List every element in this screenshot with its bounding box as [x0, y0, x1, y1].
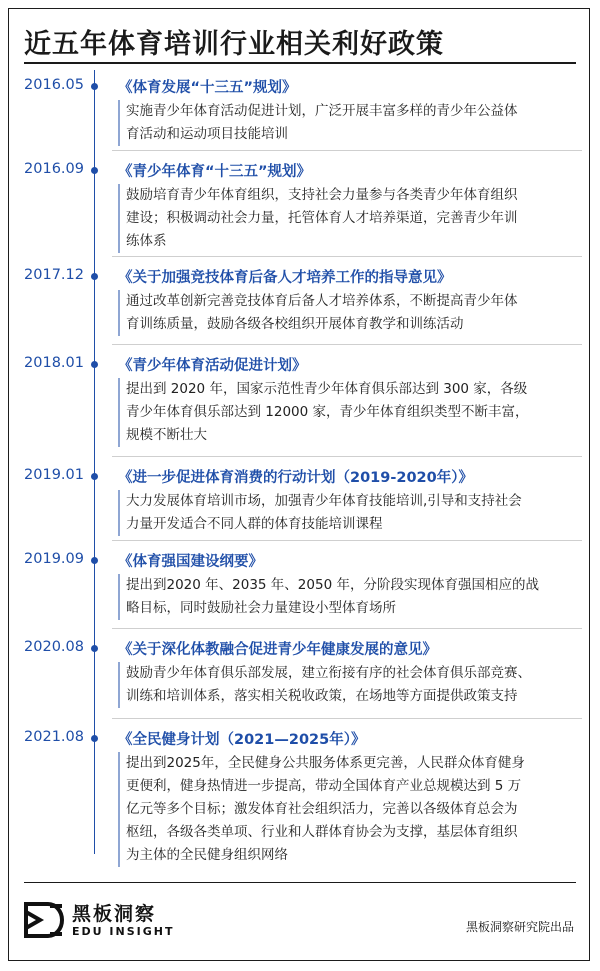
description-line: 提出到2025年，全民健身公共服务体系更完善，人民群众体育健身: [126, 755, 525, 771]
timeline-dot: [91, 735, 98, 742]
source-credit: 黑板洞察研究院出品: [465, 920, 574, 934]
footer-divider: [24, 882, 576, 883]
timeline-dot: [91, 167, 98, 174]
brand-name-en: EDU INSIGHT: [72, 925, 175, 938]
entry-separator: [112, 456, 582, 457]
description-line: 通过改革创新完善竞技体育后备人才培养体系，不断提高青少年体: [126, 293, 518, 309]
timeline-dot: [91, 645, 98, 652]
entry-date: 2019.01: [24, 467, 84, 483]
entry-separator: [112, 256, 582, 257]
description-line: 练体系: [126, 233, 167, 249]
description-line: 为主体的全民健身组织网络: [126, 847, 288, 863]
description-line: 实施青少年体育活动促进计划，广泛开展丰富多样的青少年公益体: [126, 103, 518, 119]
policy-title: 《关于深化体教融合促进青少年健康发展的意见》: [118, 642, 437, 658]
description-line: 育活动和运动项目技能培训: [126, 126, 288, 142]
description-line: 大力发展体育培训市场，加强青少年体育技能培训,引导和支持社会: [126, 493, 522, 509]
policy-description: [118, 662, 578, 708]
description-line: 青少年体育俱乐部达到 12000 家，青少年体育组织类型不断丰富，: [126, 404, 529, 420]
description-line: 育训练质量，鼓励各级各校组织开展体育教学和训练活动: [126, 316, 464, 332]
entry-date: 2021.08: [24, 729, 84, 745]
description-line: 枢纽，各级各类单项、行业和人群体育协会为支撑，基层体育组织: [126, 824, 518, 840]
policy-title: 《体育强国建设纲要》: [118, 554, 263, 570]
entry-date: 2018.01: [24, 355, 84, 371]
policy-title: 《青少年体育活动促进计划》: [118, 358, 307, 374]
policy-title: 《体育发展“十三五”规划》: [118, 80, 297, 96]
entry-separator: [112, 718, 582, 719]
description-line: 亿元等多个目标；激发体育社会组织活力，完善以各级体育总会为: [126, 801, 518, 817]
entry-date: 2020.08: [24, 639, 84, 655]
policy-title: 《关于加强竞技体育后备人才培养工作的指导意见》: [118, 270, 452, 286]
description-line: 提出到2020 年、2035 年、2050 年，分阶段实现体育强国相应的战: [126, 577, 539, 593]
timeline-dot: [91, 361, 98, 368]
entry-separator: [112, 628, 582, 629]
page-title: 近五年体育培训行业相关利好政策: [24, 29, 444, 60]
description-line: 提出到 2020 年，国家示范性青少年体育俱乐部达到 300 家，各级: [126, 381, 528, 397]
description-line: 力量开发适合不同人群的体育技能培训课程: [126, 516, 383, 532]
policy-description: [118, 574, 578, 620]
policy-description: [118, 100, 578, 146]
description-line: 训练和培训体系，落实相关税收政策，在场地等方面提供政策支持: [126, 688, 518, 704]
description-line: 更便利，健身热情进一步提高，带动全国体育产业总规模达到 5 万: [126, 778, 522, 794]
entry-separator: [112, 150, 582, 151]
timeline-dot: [91, 557, 98, 564]
timeline-dot: [91, 273, 98, 280]
description-line: 鼓励培育青少年体育组织，支持社会力量参与各类青少年体育组织: [126, 187, 518, 203]
bracket-d-logo-icon: [24, 902, 64, 938]
timeline-dot: [91, 473, 98, 480]
policy-description: [118, 290, 578, 336]
description-line: 鼓励青少年体育俱乐部发展，建立衔接有序的社会体育俱乐部竞赛、: [126, 665, 531, 681]
entry-date: 2016.05: [24, 77, 84, 93]
policy-description: [118, 378, 578, 447]
entry-date: 2017.12: [24, 267, 84, 283]
policy-title: 《青少年体育“十三五”规划》: [118, 164, 312, 180]
entry-date: 2016.09: [24, 161, 84, 177]
title-divider: [24, 62, 576, 64]
policy-title: 《全民健身计划（2021—2025年）》: [118, 732, 366, 748]
entry-date: 2019.09: [24, 551, 84, 567]
policy-title: 《进一步促进体育消费的行动计划（2019-2020年）》: [118, 470, 473, 486]
description-line: 规模不断壮大: [126, 427, 207, 443]
description-line: 略目标，同时鼓励社会力量建设小型体育场所: [126, 600, 396, 616]
entry-separator: [112, 540, 582, 541]
timeline-dot: [91, 83, 98, 90]
policy-description: [118, 490, 578, 536]
description-line: 建设；积极调动社会力量，托管体育人才培养渠道，完善青少年训: [126, 210, 518, 226]
policy-description: [118, 752, 578, 867]
entry-separator: [112, 344, 582, 345]
brand-name-cn: 黑板洞察: [72, 903, 157, 925]
policy-description: [118, 184, 578, 253]
